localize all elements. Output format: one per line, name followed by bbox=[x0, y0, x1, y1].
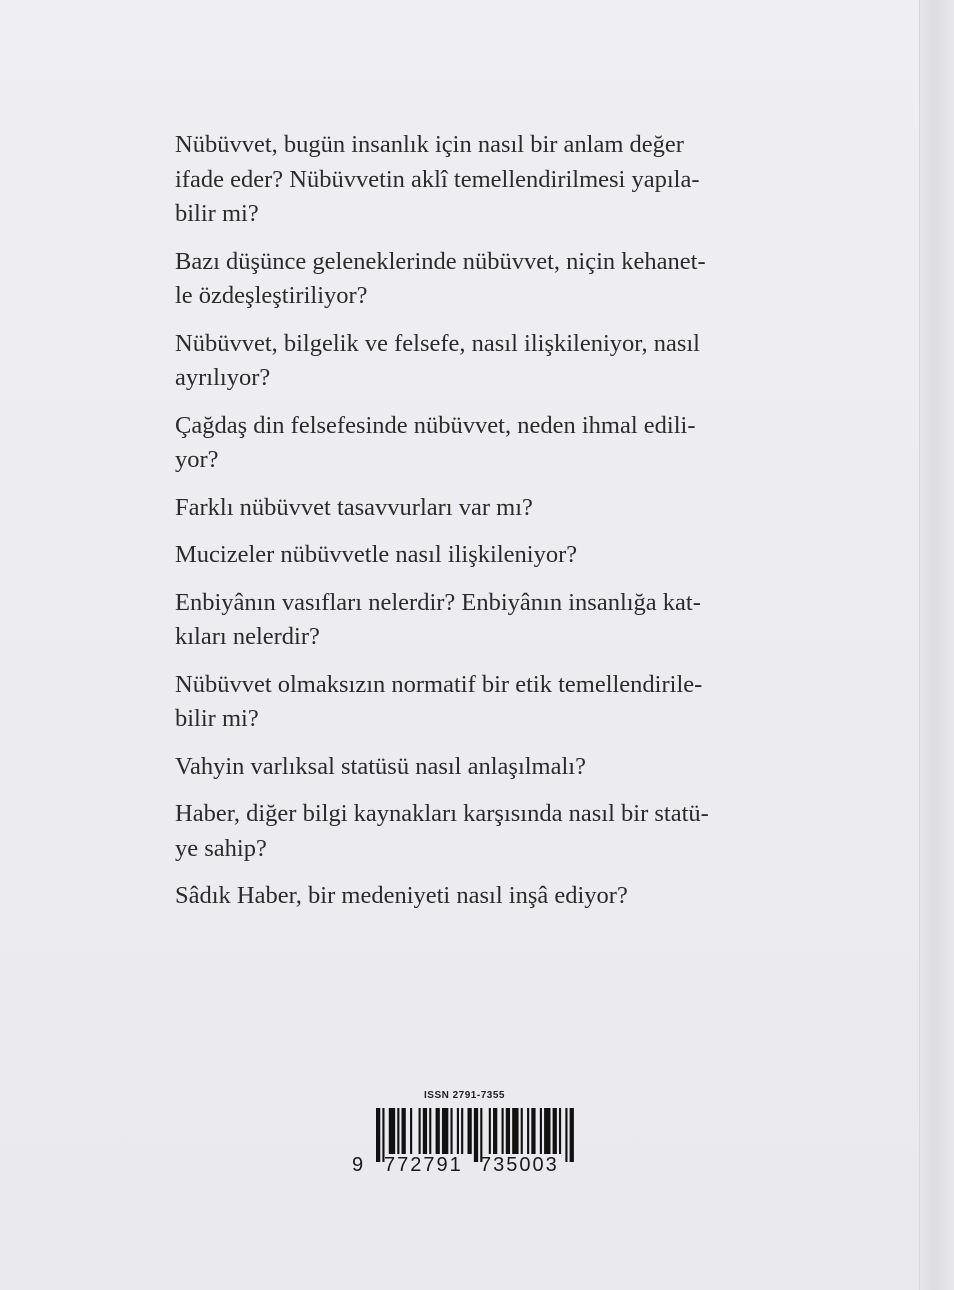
barcode-bar bbox=[419, 1108, 421, 1154]
question-list bbox=[175, 128, 775, 927]
barcode-bar bbox=[397, 1108, 399, 1154]
barcode-bar bbox=[565, 1108, 567, 1162]
barcode-bar bbox=[527, 1108, 529, 1154]
barcode-bar bbox=[502, 1108, 504, 1154]
barcode-bar bbox=[457, 1108, 459, 1154]
question-paragraph: Çağdaş din felsefesinde nübüvvet, neden ihmal edili- yor? bbox=[175, 411, 696, 473]
barcode-bar bbox=[376, 1108, 380, 1162]
question-paragraph: Enbiyânın vasıfları nelerdir? Enbiyânın insanlığa kat- kıları nelerdir? bbox=[175, 588, 701, 650]
barcode-bar bbox=[544, 1108, 550, 1154]
question-paragraph: Vahyin varlıksal statüsü nasıl anlaşılmalı? bbox=[175, 752, 586, 780]
barcode-left-digits: 772791 bbox=[384, 1154, 463, 1176]
barcode-bar bbox=[410, 1108, 412, 1154]
barcode-bar bbox=[423, 1108, 427, 1154]
barcode-bar bbox=[540, 1108, 542, 1154]
barcode-prefix-digit: 9 bbox=[352, 1154, 364, 1176]
barcode-bar bbox=[521, 1108, 523, 1154]
question-paragraph: Nübüvvet, bilgelik ve felsefe, nasıl ilişkileniyor, nasıl ayrılıyor? bbox=[175, 329, 700, 391]
barcode-bar bbox=[450, 1108, 452, 1154]
barcode-bar bbox=[570, 1108, 574, 1162]
barcode-bar bbox=[474, 1108, 478, 1162]
barcode-bar bbox=[489, 1108, 491, 1154]
question-paragraph: Nübüvvet olmaksızın normatif bir etik temellendirile- bilir mi? bbox=[175, 670, 703, 732]
barcode-bar bbox=[531, 1108, 535, 1154]
barcode-bar bbox=[559, 1108, 561, 1154]
cover-spine-edge bbox=[919, 0, 954, 1290]
question-paragraph: Sâdık Haber, bir medeniyeti nasıl inşâ ediyor? bbox=[175, 882, 628, 909]
question-paragraph: Haber, diğer bilgi kaynakları karşısında nasıl bir statü- ye sahip? bbox=[175, 800, 709, 862]
question-paragraph: Nübüvvet, bugün insanlık için nasıl bir anlam değer ifade eder? Nübüvvetin aklî temellendirilmesi yapıla- bilir mi? bbox=[175, 131, 700, 227]
question-paragraph: Bazı düşünce geleneklerinde nübüvvet, niçin kehanet- le özdeşleştiriliyor? bbox=[175, 247, 706, 309]
question-paragraph: Farklı nübüvvet tasavvurları var mı? bbox=[175, 493, 533, 521]
barcode-bar bbox=[436, 1108, 440, 1154]
barcode-bar bbox=[467, 1108, 471, 1154]
barcode-bar bbox=[512, 1108, 518, 1154]
barcode-bar bbox=[402, 1108, 406, 1154]
barcode-bar bbox=[389, 1108, 395, 1154]
barcode-bar bbox=[493, 1108, 497, 1154]
barcode-bar bbox=[506, 1108, 510, 1154]
barcode-bar bbox=[442, 1108, 448, 1154]
barcode-bar bbox=[429, 1108, 431, 1154]
barcode-bar bbox=[461, 1108, 463, 1154]
barcode-bar bbox=[553, 1108, 557, 1154]
question-paragraph: Mucizeler nübüvvetle nasıl ilişkileniyor? bbox=[175, 541, 578, 568]
issn-barcode-block bbox=[352, 1086, 582, 1186]
issn-label: ISSN 2791-7355 bbox=[424, 1090, 505, 1101]
barcode-right-digits: 735003 bbox=[480, 1154, 559, 1176]
